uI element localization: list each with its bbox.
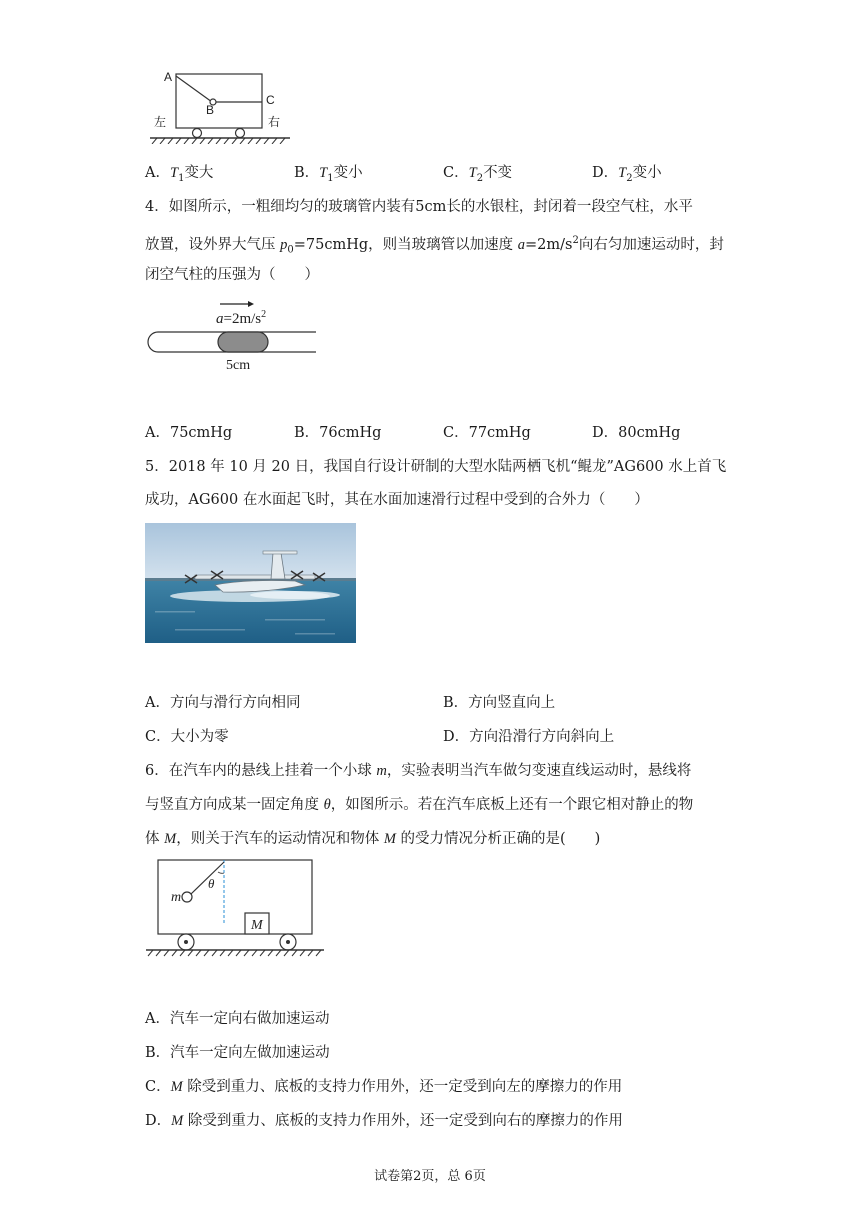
var: M — [170, 1079, 183, 1095]
option-text: 变小 — [333, 165, 363, 181]
option-prefix: D． — [592, 165, 619, 181]
text: ，实验表明当汽车做匀变速直线运动时，悬线将 — [386, 763, 692, 779]
q5-option-a: A．方向与滑行方向相同 — [145, 695, 301, 711]
option-text: 变小 — [632, 165, 662, 181]
sub: 2 — [626, 172, 633, 184]
q5-line-1: 5．2018 年 10 月 20 日，我国自行设计研制的大型水陆两栖飞机“鲲龙”AG600 水上首飞 — [145, 459, 727, 475]
q4-line-1: 4．如图所示，一粗细均匀的玻璃管内装有5cm长的水银柱，封闭着一段空气柱，水平 — [145, 199, 693, 215]
option-prefix: B． — [294, 165, 320, 181]
q5-option-b: B．方向竖直向上 — [443, 695, 556, 711]
var: m — [376, 763, 387, 779]
q3-option-c — [443, 163, 512, 189]
option-text: 除受到重力、底板的支持力作用外，还一定受到向左的摩擦力的作用 — [182, 1079, 623, 1095]
q3-label-right: 右 — [268, 115, 281, 129]
q3-label-a: A — [164, 70, 173, 84]
q3-label-left: 左 — [154, 115, 167, 129]
q6-option-c — [145, 1077, 622, 1097]
q6-line-3 — [145, 829, 600, 849]
q4-accel-label: $a=2m/s^2$ — [216, 309, 267, 327]
option-prefix: A． — [145, 165, 170, 181]
text: =75cmHg，则当玻璃管以加速度 — [293, 236, 518, 253]
page-footer: 试卷第2页，总 6页 — [374, 1169, 486, 1184]
q4-option-a: A．75cmHg — [145, 425, 233, 441]
option-prefix: D． — [145, 1113, 172, 1129]
var: M — [164, 831, 177, 847]
var: M — [171, 1113, 184, 1129]
q3-label-b: B — [206, 103, 215, 117]
option-text: 除受到重力、底板的支持力作用外，还一定受到向右的摩擦力的作用 — [183, 1113, 623, 1129]
q4-option-c: C．77cmHg — [443, 425, 531, 441]
sub: 1 — [178, 172, 185, 184]
q6-line-2 — [145, 795, 693, 815]
var: T — [468, 165, 477, 181]
var: T — [319, 165, 328, 181]
q6-ball-label: m — [171, 890, 182, 905]
var: θ — [323, 797, 331, 813]
var: T — [169, 165, 179, 181]
var: T — [618, 165, 627, 181]
sub: 0 — [287, 244, 294, 256]
seaplane-photo — [145, 523, 356, 643]
q6-option-b: B．汽车一定向左做加速运动 — [145, 1045, 330, 1061]
q6-figure — [140, 856, 330, 966]
option-prefix: C． — [443, 165, 469, 181]
option-prefix: C． — [145, 1079, 171, 1095]
q4-length-label: 5cm — [226, 358, 251, 373]
q6-option-d — [145, 1111, 623, 1131]
text: 6．在汽车内的悬线上挂着一个小球 — [145, 763, 377, 779]
text: 向右匀加速运动时，封 — [578, 236, 724, 253]
text: ，则关于汽车的运动情况和物体 — [176, 831, 384, 847]
text: 的受力情况分析正确的是( ) — [395, 831, 601, 847]
q4-option-b: B．76cmHg — [294, 425, 382, 441]
q6-line-1 — [145, 761, 691, 781]
var: p — [280, 236, 288, 253]
q4-line-3: 闭空气柱的压强为（ ） — [145, 267, 319, 283]
sub: 2 — [476, 172, 484, 184]
option-text: 变大 — [184, 165, 214, 181]
text: 体 — [145, 831, 165, 847]
text: 放置，设外界大气压 — [145, 236, 281, 253]
text: =2m/s — [525, 236, 573, 253]
q4-figure — [140, 296, 320, 376]
q3-label-c: C — [266, 93, 275, 107]
q6-option-a: A．汽车一定向右做加速运动 — [145, 1011, 330, 1027]
var: a — [517, 236, 525, 253]
q6-angle-label: θ — [208, 876, 215, 891]
q4-option-d: D．80cmHg — [592, 425, 681, 441]
q3-option-d — [592, 163, 662, 189]
q5-option-d: D．方向沿滑行方向斜向上 — [443, 729, 615, 745]
q5-option-c: C．大小为零 — [145, 729, 229, 745]
sub: 1 — [327, 172, 334, 184]
var: M — [383, 831, 396, 847]
q4-line-2 — [145, 231, 724, 261]
q3-figure — [140, 64, 300, 144]
text: ，如图所示。若在汽车底板上还有一个跟它相对静止的物 — [330, 797, 694, 813]
q3-option-a — [145, 163, 213, 189]
option-text: 不变 — [483, 165, 513, 181]
q6-box-label: M — [251, 918, 263, 933]
text: 与竖直方向成某一固定角度 — [145, 797, 324, 813]
sup: 2 — [572, 235, 579, 246]
q3-option-b — [294, 163, 363, 189]
q5-line-2: 成功，AG600 在水面起飞时，其在水面加速滑行过程中受到的合外力（ ） — [145, 492, 649, 508]
